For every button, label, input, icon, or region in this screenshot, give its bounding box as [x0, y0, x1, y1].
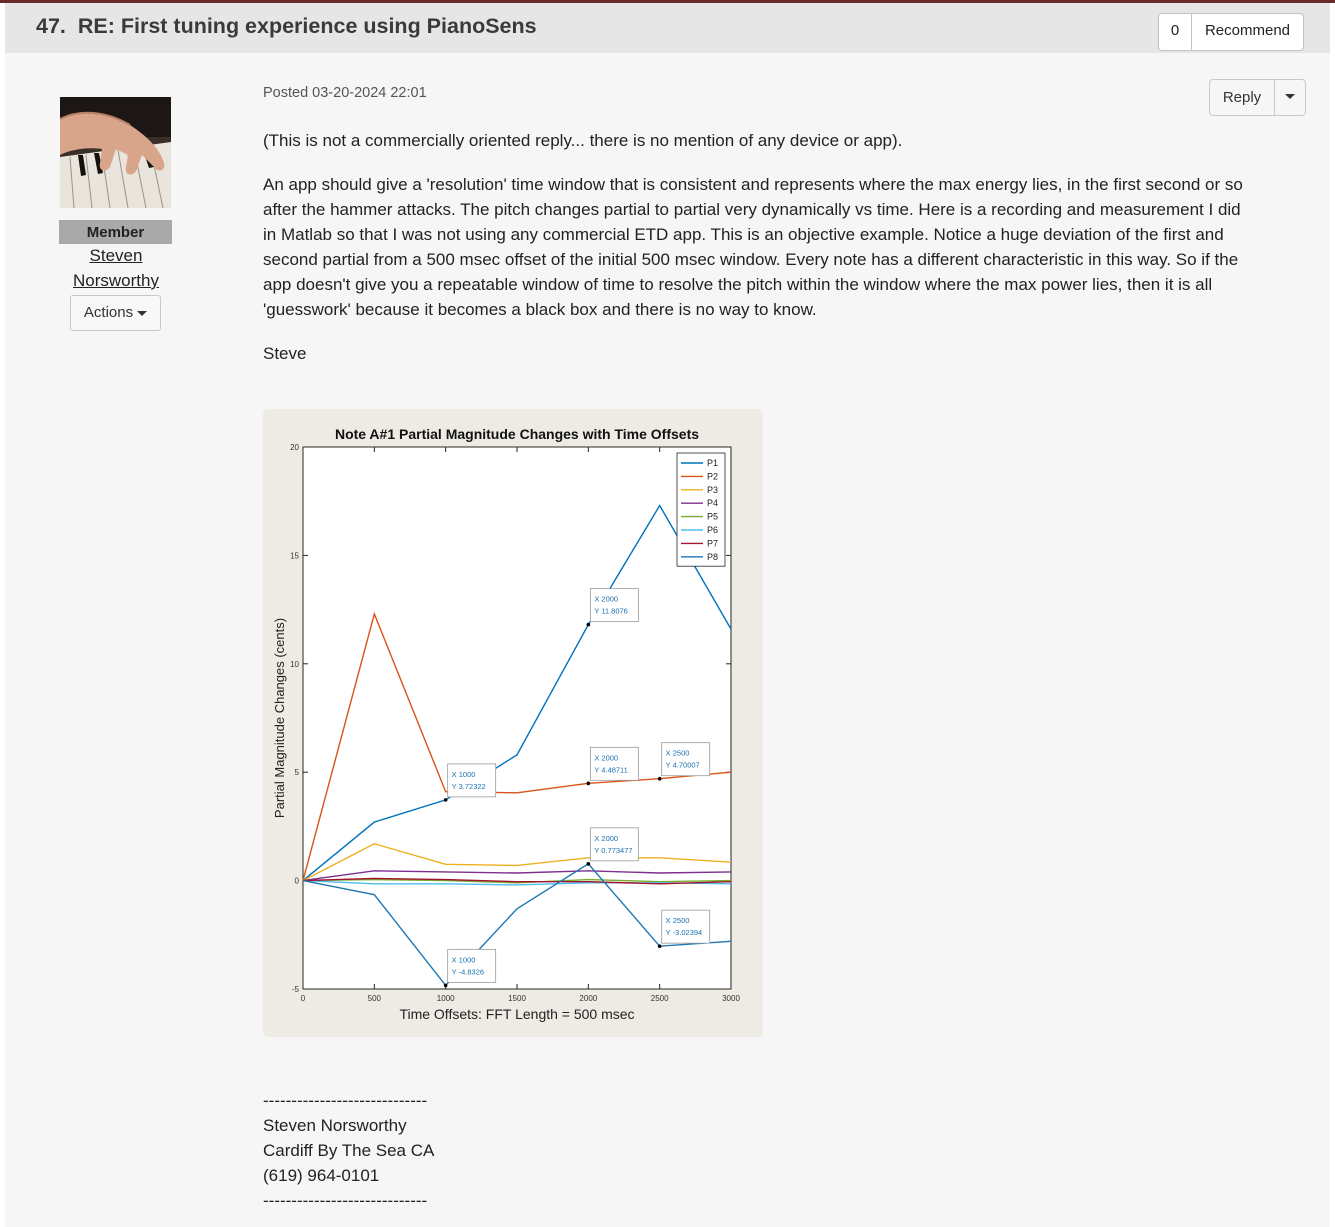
- caret-down-icon: [137, 311, 147, 316]
- legend-label: P8: [707, 551, 719, 562]
- data-tip: [662, 910, 710, 943]
- paragraph-line: app doesn't give you a repeatable window of time to resolve the pitch within the window where the max power lies, then it is all: [263, 275, 1213, 294]
- data-tip-x: X 2000: [594, 753, 619, 763]
- legend-label: P3: [707, 484, 719, 495]
- data-tip: [590, 828, 638, 861]
- data-tip-x: X 1000: [451, 955, 476, 965]
- annotation-point: [587, 782, 591, 786]
- post-number: 47.: [36, 14, 66, 38]
- y-tick-label: 15: [290, 551, 299, 561]
- data-tip-box: [590, 747, 638, 780]
- data-tip-x: X 2500: [665, 748, 690, 758]
- data-tip-y: Y 3.72322: [451, 781, 486, 791]
- data-tip-x: X 2000: [594, 833, 619, 843]
- x-tick-label: 1000: [436, 994, 455, 1003]
- y-tick-label: 5: [294, 768, 299, 778]
- caret-down-icon: [1285, 94, 1295, 99]
- author-first-name-link[interactable]: Steven: [89, 246, 143, 265]
- y-axis-label: Partial Magnitude Changes (cents): [272, 617, 287, 819]
- annotation-point: [587, 862, 591, 866]
- chart-image: [263, 409, 763, 1037]
- data-tip-y: Y -4.8326: [451, 967, 485, 977]
- post-title: [36, 14, 537, 39]
- x-tick-label: 2000: [579, 994, 598, 1003]
- post-paragraph-2: [263, 172, 1303, 322]
- legend-label: P5: [707, 511, 719, 522]
- signature-location: Cardiff By The Sea CA: [263, 1141, 435, 1160]
- data-tip-box: [590, 828, 638, 861]
- y-tick-label: -5: [291, 985, 299, 994]
- posted-timestamp: Posted 03-20-2024 22:01: [263, 85, 427, 101]
- plot-area: [303, 447, 731, 989]
- legend-label: P2: [707, 471, 719, 482]
- signature-divider-bottom: -----------------------------: [263, 1191, 428, 1210]
- paragraph-line: after the hammer attacks. The pitch changes partial to partial very dynamically vs time. Here is a recording and measurement I did: [263, 200, 1241, 219]
- author-last-name-link[interactable]: Norsworthy: [73, 271, 159, 290]
- data-tip-y: Y 4.70007: [665, 760, 700, 770]
- annotation-point: [444, 984, 448, 988]
- data-tip: [448, 949, 496, 982]
- legend-label: P7: [707, 538, 719, 549]
- reply-group: [1209, 79, 1306, 116]
- signature-phone: (619) 964-0101: [263, 1166, 380, 1185]
- reply-button[interactable]: Reply: [1210, 80, 1275, 115]
- post-sign-off: Steve: [263, 344, 307, 363]
- x-tick-label: 0: [300, 994, 306, 1003]
- x-tick-label: 1500: [508, 994, 526, 1003]
- annotation-point: [658, 944, 662, 948]
- annotation-point: [587, 623, 591, 627]
- paragraph-line: second partial from a 500 msec offset of the initial 500 msec window. Every note has a different characteristic in this way. So if the: [263, 250, 1239, 269]
- data-tip-y: Y 0.773477: [594, 845, 633, 855]
- data-tip-y: Y 11.8076: [594, 606, 628, 616]
- member-role-badge: Member: [59, 220, 172, 244]
- post-paragraph-1: (This is not a commercially oriented reply... there is no mention of any device or app).: [263, 131, 903, 150]
- reply-dropdown-button[interactable]: [1275, 80, 1305, 115]
- signature-name: Steven Norsworthy: [263, 1116, 407, 1135]
- x-tick-label: 500: [367, 994, 382, 1003]
- data-tip-x: X 2500: [665, 916, 690, 926]
- data-tip: [590, 747, 638, 780]
- annotation-point: [444, 798, 448, 802]
- legend-box: [677, 453, 725, 566]
- data-tip-box: [662, 910, 710, 943]
- data-tip-box: [448, 949, 496, 982]
- data-tip-x: X 1000: [451, 769, 476, 779]
- y-tick-label: 10: [290, 659, 299, 669]
- legend-label: P4: [707, 498, 719, 509]
- legend-label: P1: [707, 458, 719, 468]
- data-tip: [590, 589, 638, 622]
- data-tip: [448, 764, 496, 797]
- data-tip-x: X 2000: [594, 594, 619, 604]
- x-tick-label: 2500: [650, 994, 669, 1003]
- annotation-point: [658, 777, 662, 781]
- chart-title: Note A#1 Partial Magnitude Changes with Time Offsets: [334, 426, 700, 442]
- x-tick-label: 3000: [722, 994, 740, 1003]
- legend-label: P6: [707, 525, 719, 535]
- paragraph-line: 'guesswork' because it becomes a black box and there is no way to know.: [263, 300, 817, 319]
- x-axis-label: Time Offsets: FFT Length = 500 msec: [399, 1006, 635, 1022]
- signature-divider-top: -----------------------------: [263, 1091, 428, 1110]
- post-title-text: RE: First tuning experience using PianoSens: [77, 14, 537, 38]
- post-header: [5, 3, 1330, 53]
- y-tick-label: 20: [290, 443, 299, 452]
- data-tip-box: [448, 764, 496, 797]
- paragraph-line: in Matlab so that I was not using any commercial ETD app. This is an objective example. Notice a huge deviation of the first and: [263, 225, 1224, 244]
- y-tick-label: 0: [294, 876, 299, 886]
- paragraph-line: An app should give a 'resolution' time window that is consistent and represents where the max energy lies, in the first second or so: [263, 175, 1243, 194]
- actions-label: Actions: [83, 304, 134, 321]
- recommend-group: [1158, 13, 1304, 51]
- actions-dropdown-button[interactable]: [70, 295, 161, 331]
- data-tip-y: Y -3.02394: [665, 928, 703, 938]
- data-tip-box: [662, 743, 710, 776]
- partial-magnitude-chart: [263, 409, 763, 1037]
- data-tip-box: [590, 589, 638, 622]
- data-tip-y: Y 4.48711: [594, 765, 628, 775]
- piano-hand-photo-icon: [60, 97, 171, 208]
- data-tip: [662, 743, 710, 776]
- recommend-count: 0: [1159, 14, 1192, 50]
- avatar[interactable]: [60, 97, 171, 208]
- recommend-button[interactable]: Recommend: [1204, 22, 1291, 39]
